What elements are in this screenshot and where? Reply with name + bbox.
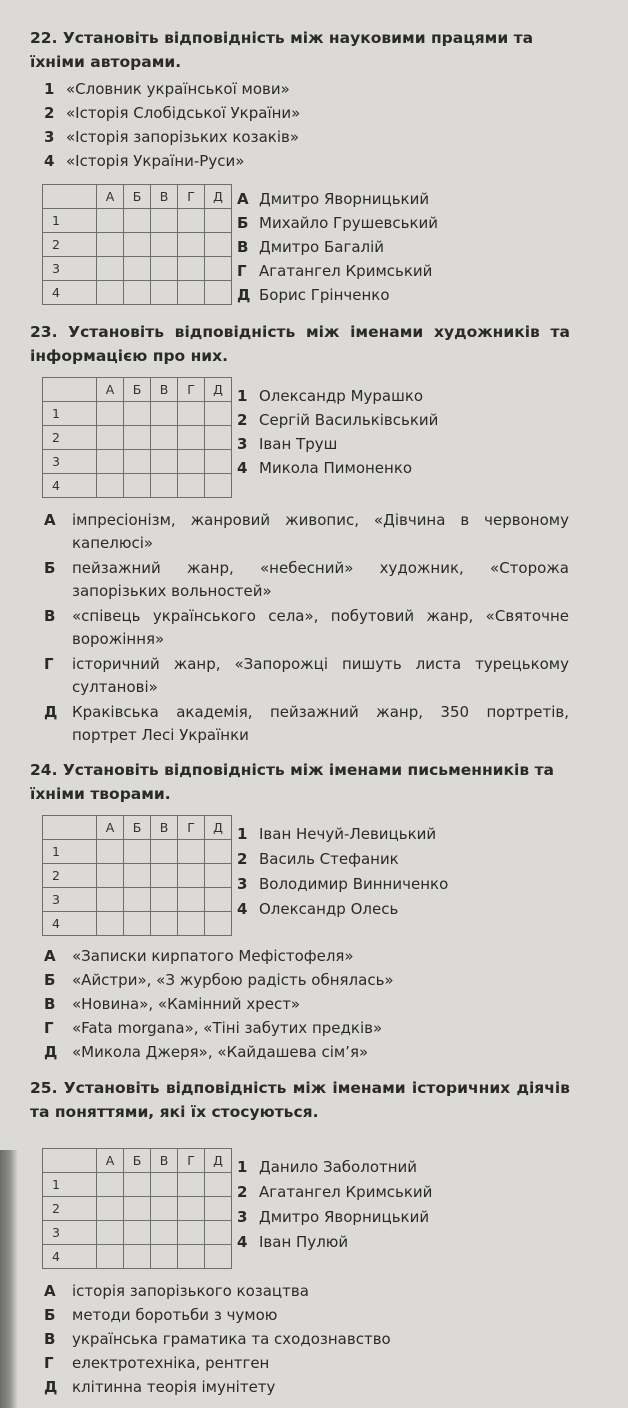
answer-cell[interactable] — [124, 1221, 151, 1245]
question-24-title: 24. Установіть відповідність між іменами письменників та їхніми творами. — [30, 761, 555, 803]
list-item: 4 Олександр Олесь — [237, 900, 399, 918]
answer-cell[interactable] — [151, 864, 178, 888]
answer-cell[interactable] — [205, 257, 232, 281]
answer-cell[interactable] — [151, 209, 178, 233]
answer-cell[interactable] — [124, 426, 151, 450]
list-item: Б «Айстри», «З журбою радість обнялась» — [44, 971, 394, 989]
answer-grid-23: А Б В Г Д 1 2 3 4 — [42, 377, 232, 498]
list-item: В українська граматика та сходознавство — [44, 1330, 391, 1348]
answer-cell[interactable] — [178, 888, 205, 912]
list-item: 4 Іван Пулюй — [237, 1233, 349, 1251]
list-item: 3 «Історія запорізьких козаків» — [44, 128, 300, 146]
answer-cell[interactable] — [97, 233, 124, 257]
answer-cell[interactable] — [205, 888, 232, 912]
answer-cell[interactable] — [151, 257, 178, 281]
answer-cell[interactable] — [97, 474, 124, 498]
answer-cell[interactable] — [205, 426, 232, 450]
list-item: Б Михайло Грушевський — [237, 214, 439, 232]
answer-cell[interactable] — [178, 1221, 205, 1245]
list-item: 3 Іван Труш — [237, 435, 338, 453]
answer-cell[interactable] — [178, 402, 205, 426]
answer-cell[interactable] — [151, 450, 178, 474]
list-item: Д Борис Грінченко — [237, 286, 390, 304]
answer-cell[interactable] — [178, 474, 205, 498]
list-item: 2 «Історія Слобідської України» — [44, 104, 301, 122]
answer-cell[interactable] — [124, 888, 151, 912]
answer-cell[interactable] — [151, 402, 178, 426]
list-item: А «Записки кирпатого Мефістофеля» — [44, 947, 354, 965]
list-item: 1 Данило Заболотний — [237, 1158, 418, 1176]
answer-cell[interactable] — [151, 1245, 178, 1269]
answer-grid-22: А Б В Г Д 1 2 3 4 — [42, 184, 232, 305]
answer-cell[interactable] — [97, 1245, 124, 1269]
photo-edge-shadow — [0, 1150, 18, 1408]
answer-cell[interactable] — [205, 209, 232, 233]
answer-cell[interactable] — [178, 257, 205, 281]
answer-cell[interactable] — [124, 281, 151, 305]
answer-cell[interactable] — [151, 888, 178, 912]
answer-cell[interactable] — [205, 1245, 232, 1269]
answer-cell[interactable] — [205, 1197, 232, 1221]
answer-cell[interactable] — [178, 840, 205, 864]
answer-cell[interactable] — [178, 281, 205, 305]
answer-cell[interactable] — [178, 233, 205, 257]
answer-cell[interactable] — [97, 840, 124, 864]
question-23-title: 23. Установіть відповідність між іменами художників та інформацією про них. — [30, 323, 570, 365]
answer-cell[interactable] — [205, 1221, 232, 1245]
answer-cell[interactable] — [124, 474, 151, 498]
answer-cell[interactable] — [97, 1173, 124, 1197]
answer-cell[interactable] — [205, 474, 232, 498]
list-item: А імпресіонізм, жанровий живопис, «Дівчина в червоному капелюсі» — [44, 511, 569, 552]
answer-cell[interactable] — [205, 1173, 232, 1197]
answer-cell[interactable] — [178, 450, 205, 474]
answer-cell[interactable] — [205, 402, 232, 426]
list-item: Б пейзажний жанр, «небесний» художник, «Сторожа запорізьких вольностей» — [44, 559, 569, 600]
answer-cell[interactable] — [97, 912, 124, 936]
answer-cell[interactable] — [151, 1221, 178, 1245]
list-item: В «співець українського села», побутовий жанр, «Святочне ворожіння» — [44, 607, 569, 648]
list-item: 3 Володимир Винниченко — [237, 875, 449, 893]
answer-cell[interactable] — [205, 840, 232, 864]
answer-cell[interactable] — [151, 1173, 178, 1197]
list-item: Б методи боротьби з чумою — [44, 1306, 278, 1324]
answer-cell[interactable] — [97, 864, 124, 888]
answer-cell[interactable] — [97, 209, 124, 233]
list-item: В «Новина», «Камінний хрест» — [44, 995, 301, 1013]
answer-cell[interactable] — [151, 281, 178, 305]
answer-cell[interactable] — [151, 1197, 178, 1221]
answer-cell[interactable] — [205, 233, 232, 257]
answer-cell[interactable] — [97, 281, 124, 305]
answer-cell[interactable] — [124, 1245, 151, 1269]
list-item: 1 «Словник української мови» — [44, 80, 290, 98]
answer-cell[interactable] — [124, 1197, 151, 1221]
list-item: Г Агатангел Кримський — [237, 262, 433, 280]
answer-cell[interactable] — [97, 426, 124, 450]
list-item: 2 Агатангел Кримський — [237, 1183, 433, 1201]
list-item: 4 «Історія України-Руси» — [44, 152, 245, 170]
answer-cell[interactable] — [178, 1245, 205, 1269]
answer-cell[interactable] — [151, 912, 178, 936]
list-item: Г «Fata morgana», «Тіні забутих предків» — [44, 1019, 383, 1037]
answer-cell[interactable] — [124, 864, 151, 888]
answer-cell[interactable] — [124, 233, 151, 257]
list-item: 3 Дмитро Яворницький — [237, 1208, 430, 1226]
answer-cell[interactable] — [178, 864, 205, 888]
answer-cell[interactable] — [124, 912, 151, 936]
answer-cell[interactable] — [97, 1197, 124, 1221]
question-22-title: 22. Установіть відповідність між науковими працями та їхніми авторами. — [30, 29, 534, 71]
list-item: А історія запорізького козацтва — [44, 1282, 309, 1300]
list-item: Г електротехніка, рентген — [44, 1354, 270, 1372]
answer-cell[interactable] — [124, 450, 151, 474]
answer-cell[interactable] — [124, 1173, 151, 1197]
list-item: 1 Олександр Мурашко — [237, 387, 424, 405]
answer-cell[interactable] — [97, 450, 124, 474]
answer-cell[interactable] — [178, 426, 205, 450]
answer-cell[interactable] — [205, 912, 232, 936]
answer-cell[interactable] — [151, 426, 178, 450]
question-25-title: 25. Установіть відповідність між іменами історичних діячів та поняттями, які їх стосуються. — [30, 1079, 570, 1121]
answer-cell[interactable] — [97, 1221, 124, 1245]
answer-grid-24: А Б В Г Д 1 2 3 4 — [42, 815, 232, 936]
list-item: А Дмитро Яворницький — [237, 190, 430, 208]
answer-cell[interactable] — [124, 840, 151, 864]
answer-cell[interactable] — [124, 402, 151, 426]
list-item: Г історичний жанр, «Запорожці пишуть листа турецькому султанові» — [44, 655, 569, 696]
list-item: В Дмитро Багалій — [237, 238, 385, 256]
answer-cell[interactable] — [124, 257, 151, 281]
answer-cell[interactable] — [178, 912, 205, 936]
answer-grid-25: А Б В Г Д 1 2 3 4 — [42, 1148, 232, 1269]
answer-cell[interactable] — [97, 257, 124, 281]
list-item: 2 Василь Стефаник — [237, 850, 399, 868]
answer-cell[interactable] — [205, 281, 232, 305]
answer-cell[interactable] — [178, 1197, 205, 1221]
list-item: Д клітинна теорія імунітету — [44, 1378, 276, 1396]
answer-cell[interactable] — [97, 402, 124, 426]
answer-cell[interactable] — [151, 840, 178, 864]
list-item: 4 Микола Пимоненко — [237, 459, 413, 477]
answer-cell[interactable] — [124, 209, 151, 233]
answer-cell[interactable] — [151, 474, 178, 498]
list-item: Д «Микола Джеря», «Кайдашева сім’я» — [44, 1043, 369, 1061]
answer-cell[interactable] — [178, 209, 205, 233]
list-item: 1 Іван Нечуй-Левицький — [237, 825, 437, 843]
list-item: 2 Сергій Васильківський — [237, 411, 439, 429]
answer-cell[interactable] — [151, 233, 178, 257]
answer-cell[interactable] — [178, 1173, 205, 1197]
list-item: Д Краківська академія, пейзажний жанр, 350 портретів, портрет Лесі Українки — [44, 703, 569, 744]
answer-cell[interactable] — [97, 888, 124, 912]
answer-cell[interactable] — [205, 864, 232, 888]
answer-cell[interactable] — [205, 450, 232, 474]
